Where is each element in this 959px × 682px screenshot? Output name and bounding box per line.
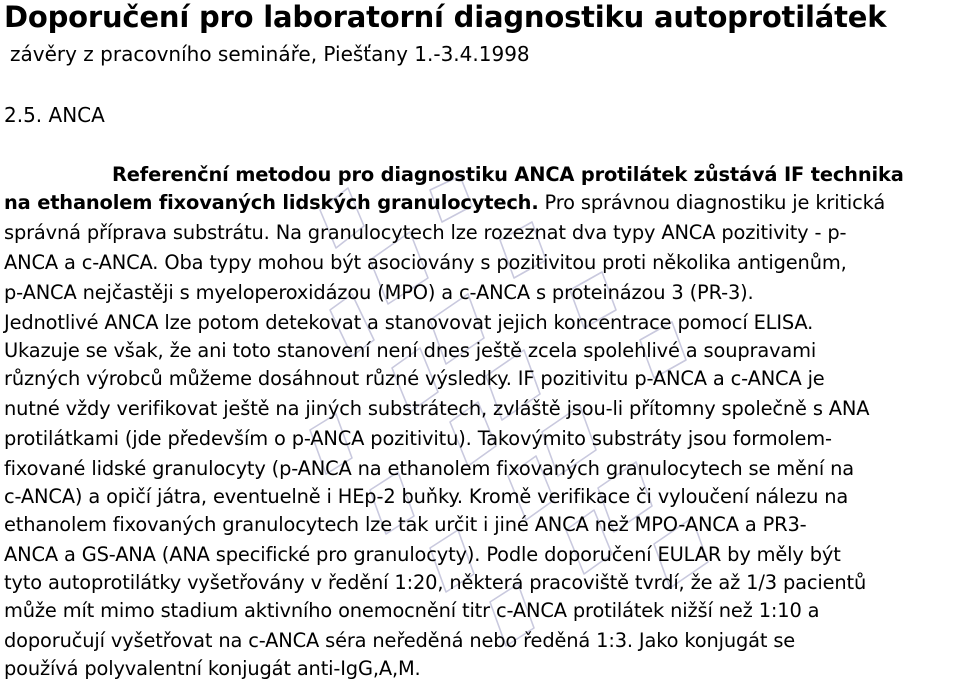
body-line xyxy=(4,394,869,424)
page-title: Doporučení pro laboratorní diagnostiku autoprotilátek xyxy=(4,0,887,34)
body-line-text: může mít mimo stadium aktivního onemocnění titr c-ANCA protilátek nižší než 1:10 a xyxy=(4,599,820,622)
body-line xyxy=(4,654,421,682)
body-line-text: tyto autoprotilátky vyšetřovány v ředění 1:20, některá pracoviště tvrdí, že až 1/3 pacientů xyxy=(4,571,867,594)
body-line-bold: Referenční metodou pro diagnostiku ANCA protilátek zůstává IF technika xyxy=(112,163,904,186)
body-line-bold: na ethanolem fixovaných lidských granulocytech. xyxy=(4,191,539,214)
body-line xyxy=(4,510,806,540)
body-line xyxy=(4,248,847,278)
body-line-text: c-ANCA) a opičí játra, eventuelně i HEp-2 buňky. Kromě verifikace či vyloučení nálezu na xyxy=(4,485,849,508)
body-line-text: Pro správnou diagnostiku je kritická xyxy=(538,191,886,214)
body-line-text: různých výrobců můžeme dosáhnout různé výsledky. IF pozitivitu p-ANCA a c-ANCA je xyxy=(4,367,825,390)
body-line xyxy=(4,218,846,248)
body-line-text: ANCA a c-ANCA. Oba typy mohou být asociovány s pozitivitou proti několika antigenům, xyxy=(4,251,847,274)
body-line-text: fixované lidské granulocyty (p-ANCA na ethanolem fixovaných granulocytech se mění na xyxy=(4,457,855,480)
body-line xyxy=(4,364,825,394)
body-line-text: ethanolem fixovaných granulocytech lze tak určit i jiné ANCA než MPO-ANCA a PR3- xyxy=(4,513,807,536)
body-line xyxy=(4,454,854,484)
page-subtitle: závěry z pracovního semináře, Piešťany 1.-3.4.1998 xyxy=(10,42,530,66)
body-line-text: Ukazuje se však, že ani toto stanovení není dnes ještě zcela spolehlivé a soupravami xyxy=(4,339,817,362)
body-line-text: Jednotlivé ANCA lze potom detekovat a stanovovat jejich koncentrace pomocí ELISA. xyxy=(4,311,814,334)
body-line xyxy=(4,596,819,626)
body-line-text: nutné vždy verifikovat ještě na jiných substrátech, zvláště jsou-li přítomny společně s ANA xyxy=(4,397,870,420)
body-line-text: ANCA a GS-ANA (ANA specifické pro granulocyty). Podle doporučení EULAR by měly být xyxy=(4,543,841,566)
body-line xyxy=(4,424,832,454)
body-line xyxy=(4,568,866,598)
body-line-text: používá polyvalentní konjugát anti-IgG,A,M. xyxy=(4,657,421,680)
body-line xyxy=(4,626,795,656)
body-line-text: protilátkami (jde především o p-ANCA pozitivitu). Takovýmito substráty jsou formolem- xyxy=(4,427,832,450)
body-line xyxy=(4,278,754,308)
body-line xyxy=(4,308,813,338)
body-line xyxy=(4,540,841,570)
body-line xyxy=(4,336,816,366)
body-line-text: p-ANCA nejčastěji s myeloperoxidázou (MPO) a c-ANCA s proteinázou 3 (PR-3). xyxy=(4,281,754,304)
section-heading: 2.5. ANCA xyxy=(4,103,105,127)
body-line-text: doporučují vyšetřovat na c-ANCA séra neředěná nebo ředěná 1:3. Jako konjugát se xyxy=(4,629,796,652)
body-line xyxy=(4,482,848,512)
body-line-text: správná příprava substrátu. Na granulocytech lze rozeznat dva typy ANCA pozitivity - p- xyxy=(4,221,847,244)
body-line xyxy=(4,188,885,218)
body-line xyxy=(112,160,904,190)
